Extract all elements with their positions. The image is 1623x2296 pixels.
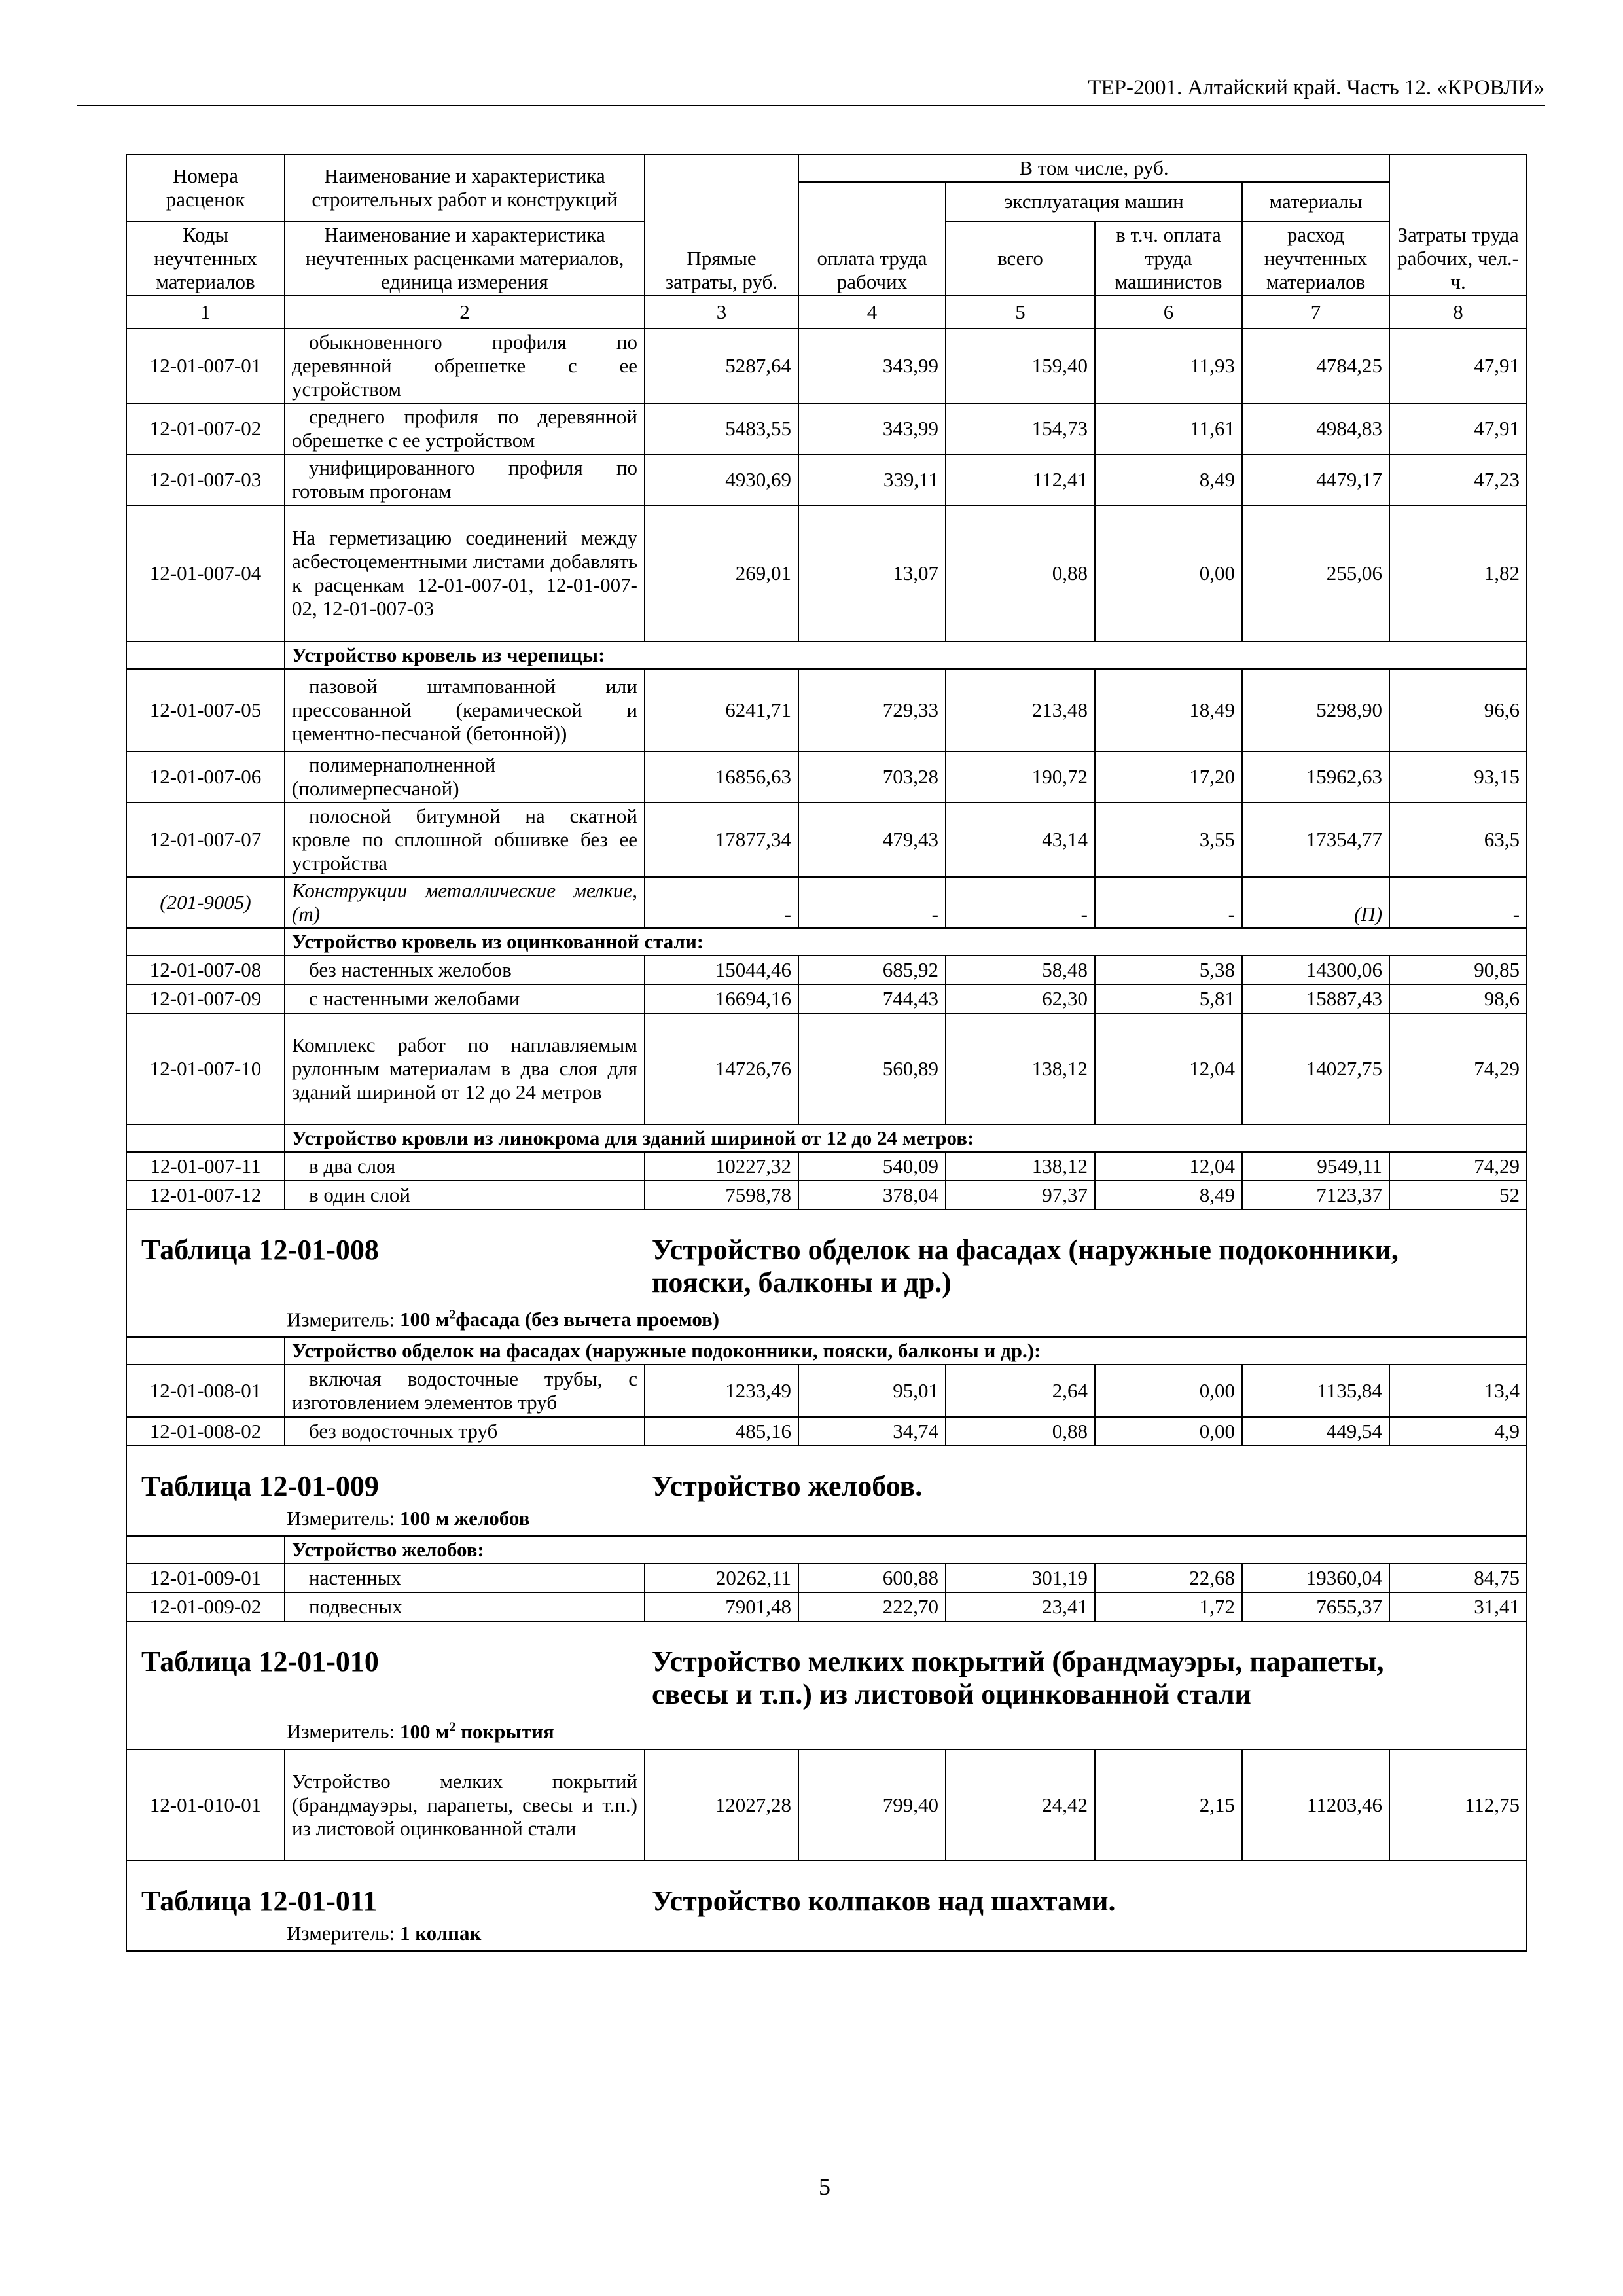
row-code: 12-01-007-10 — [126, 1013, 285, 1124]
machines-total-value: 190,72 — [946, 751, 1095, 802]
machines-total-value: 58,48 — [946, 956, 1095, 984]
col-materials: материалы — [1242, 182, 1389, 221]
machines-total-value: - — [946, 877, 1095, 928]
materials-value: 17354,77 — [1242, 802, 1389, 877]
table-title: Устройство обделок на фасадах (наружные подоконники, пояски, балконы и др.) — [652, 1234, 1399, 1299]
machines-total-value: 97,37 — [946, 1181, 1095, 1210]
direct-cost-value: 5483,55 — [645, 403, 798, 454]
labor-pay-value: 799,40 — [798, 1749, 946, 1861]
machinist-pay-value: 0,00 — [1095, 1417, 1242, 1446]
row-code: 12-01-010-01 — [126, 1749, 285, 1861]
col-name-bottom: Наименование и характеристика неучтенных расценками материалов, единица измерения — [285, 221, 645, 296]
materials-value: 7123,37 — [1242, 1181, 1389, 1210]
machines-total-value: 154,73 — [946, 403, 1095, 454]
column-number: 1 — [126, 296, 285, 329]
col-labor-pay: оплата труда рабочих — [798, 182, 946, 296]
labor-pay-value: 744,43 — [798, 984, 946, 1013]
row-name: Устройство мелких покрытий (брандмауэры, парапеты, свесы и т.п.) из листовой оцинкованной стали — [285, 1749, 645, 1861]
materials-value: 1135,84 — [1242, 1365, 1389, 1417]
direct-cost-value: 16856,63 — [645, 751, 798, 802]
labor-hours-value: 52 — [1389, 1181, 1527, 1210]
price-table-section — [126, 154, 1526, 1952]
labor-hours-value: 98,6 — [1389, 984, 1527, 1013]
machines-total-value: 112,41 — [946, 454, 1095, 505]
machines-total-value: 301,19 — [946, 1564, 1095, 1592]
labor-hours-value: 96,6 — [1389, 669, 1527, 751]
direct-cost-value: 269,01 — [645, 505, 798, 641]
materials-value: 4479,17 — [1242, 454, 1389, 505]
measure-label: Измеритель: — [287, 1921, 395, 1945]
measure-unit — [400, 1308, 719, 1331]
direct-cost-value: 5287,64 — [645, 329, 798, 403]
row-code: 12-01-009-01 — [126, 1564, 285, 1592]
column-number: 7 — [1242, 296, 1389, 329]
measure-label: Измеритель: — [287, 1507, 395, 1530]
measure-label: Измеритель: — [287, 1308, 395, 1331]
row-code: 12-01-007-02 — [126, 403, 285, 454]
row-name: полосной битумной на скатной кровле по сплошной обшивке без ее устройства — [285, 802, 645, 877]
machinist-pay-value: 11,93 — [1095, 329, 1242, 403]
table-heading — [126, 1210, 1527, 1337]
labor-pay-value: 13,07 — [798, 505, 946, 641]
materials-value: 4984,83 — [1242, 403, 1389, 454]
labor-pay-value: 540,09 — [798, 1152, 946, 1181]
subheading-text: Устройство желобов: — [285, 1536, 1527, 1564]
header-row-1 — [126, 154, 1527, 182]
measure-unit-exponent: 2 — [449, 1308, 456, 1322]
machines-total-value: 43,14 — [946, 802, 1095, 877]
table-heading-row — [126, 1861, 1527, 1951]
machines-total-value: 138,12 — [946, 1152, 1095, 1181]
labor-hours-value: 47,23 — [1389, 454, 1527, 505]
subheading-text: Устройство кровель из черепицы: — [285, 641, 1527, 669]
materials-value: 9549,11 — [1242, 1152, 1389, 1181]
price-table — [126, 154, 1527, 1952]
table-row — [126, 1417, 1527, 1446]
machinist-pay-value: 2,15 — [1095, 1749, 1242, 1861]
labor-hours-value: 1,82 — [1389, 505, 1527, 641]
row-name: Конструкции металлические мелкие, (т) — [285, 877, 645, 928]
table-title: Устройство желобов. — [652, 1470, 923, 1503]
labor-pay-value: 222,70 — [798, 1592, 946, 1621]
subheading-spacer — [126, 1124, 285, 1152]
direct-cost-value: 6241,71 — [645, 669, 798, 751]
row-code: 12-01-007-09 — [126, 984, 285, 1013]
direct-cost-value: 4930,69 — [645, 454, 798, 505]
machinist-pay-value: 11,61 — [1095, 403, 1242, 454]
machinist-pay-value: 8,49 — [1095, 1181, 1242, 1210]
materials-value: 14027,75 — [1242, 1013, 1389, 1124]
column-number: 2 — [285, 296, 645, 329]
machines-total-value: 23,41 — [946, 1592, 1095, 1621]
row-name: настенных — [285, 1564, 645, 1592]
row-name: без настенных желобов — [285, 956, 645, 984]
row-name: с настенными желобами — [285, 984, 645, 1013]
machines-total-value: 2,64 — [946, 1365, 1095, 1417]
table-row — [126, 1749, 1527, 1861]
table-row — [126, 1564, 1527, 1592]
machinist-pay-value: 12,04 — [1095, 1013, 1242, 1124]
machinist-pay-value: 5,81 — [1095, 984, 1242, 1013]
labor-pay-value: 378,04 — [798, 1181, 946, 1210]
row-name: полимернаполненной (полимерпесчаной) — [285, 751, 645, 802]
row-name: Комплекс работ по наплавляемым рулонным материалам в два слоя для зданий шириной от 12 до 24 метров — [285, 1013, 645, 1124]
table-row — [126, 1365, 1527, 1417]
col-name-top: Наименование и характеристика строительных работ и конструкций — [285, 154, 645, 221]
table-heading-row — [126, 1210, 1527, 1337]
labor-hours-value: 31,41 — [1389, 1592, 1527, 1621]
subheading-text: Устройство кровель из оцинкованной стали: — [285, 928, 1527, 956]
direct-cost-value: 16694,16 — [645, 984, 798, 1013]
labor-pay-value: 479,43 — [798, 802, 946, 877]
labor-pay-value: 729,33 — [798, 669, 946, 751]
col-codes-top: Номера расценок — [126, 154, 285, 221]
direct-cost-value: 485,16 — [645, 1417, 798, 1446]
row-name: среднего профиля по деревянной обрешетке с ее устройством — [285, 403, 645, 454]
labor-pay-value: - — [798, 877, 946, 928]
row-name: унифицированного профиля по готовым прогонам — [285, 454, 645, 505]
table-row — [126, 1592, 1527, 1621]
labor-hours-value: 47,91 — [1389, 403, 1527, 454]
labor-hours-value: 74,29 — [1389, 1013, 1527, 1124]
machines-total-value: 62,30 — [946, 984, 1095, 1013]
direct-cost-value: 1233,49 — [645, 1365, 798, 1417]
measure-unit-text: 1 колпак — [399, 1921, 482, 1945]
machines-total-value: 159,40 — [946, 329, 1095, 403]
materials-value: 11203,46 — [1242, 1749, 1389, 1861]
row-name: обыкновенного профиля по деревянной обрешетке с ее устройством — [285, 329, 645, 403]
table-row — [126, 984, 1527, 1013]
machinist-pay-value: 22,68 — [1095, 1564, 1242, 1592]
row-code: (201-9005) — [126, 877, 285, 928]
materials-value: 19360,04 — [1242, 1564, 1389, 1592]
header-rule — [77, 105, 1545, 106]
table-row — [126, 329, 1527, 403]
column-number: 3 — [645, 296, 798, 329]
table-number: Таблица 12-01-011 — [141, 1884, 378, 1917]
table-row — [126, 403, 1527, 454]
row-code: 12-01-008-01 — [126, 1365, 285, 1417]
col-labor-cost: Затраты труда рабочих, чел.-ч. — [1389, 154, 1527, 296]
direct-cost-value: 14726,76 — [645, 1013, 798, 1124]
materials-value: 15887,43 — [1242, 984, 1389, 1013]
subheading-spacer — [126, 1337, 285, 1365]
table-row — [126, 956, 1527, 984]
machinist-pay-value: 0,00 — [1095, 505, 1242, 641]
materials-value: 449,54 — [1242, 1417, 1389, 1446]
subheading-row — [126, 1536, 1527, 1564]
row-code: 12-01-007-12 — [126, 1181, 285, 1210]
row-name: без водосточных труб — [285, 1417, 645, 1446]
measure-unit — [400, 1922, 481, 1945]
table-title: Устройство мелких покрытий (брандмауэры, парапеты, свесы и т.п.) из листовой оцинкованной стали — [652, 1645, 1384, 1711]
materials-value: 14300,06 — [1242, 956, 1389, 984]
labor-pay-value: 343,99 — [798, 329, 946, 403]
measure-line — [141, 1302, 1520, 1333]
subheading-text: Устройство кровли из линокрома для зданий шириной от 12 до 24 метров: — [285, 1124, 1527, 1152]
row-code: 12-01-007-07 — [126, 802, 285, 877]
materials-value: 4784,25 — [1242, 329, 1389, 403]
machines-total-value: 24,42 — [946, 1749, 1095, 1861]
table-row — [126, 669, 1527, 751]
machinist-pay-value: 3,55 — [1095, 802, 1242, 877]
subheading-spacer — [126, 641, 285, 669]
labor-pay-value: 339,11 — [798, 454, 946, 505]
row-code: 12-01-007-03 — [126, 454, 285, 505]
row-code: 12-01-009-02 — [126, 1592, 285, 1621]
col-machines-pay: в т.ч. оплата труда машинистов — [1095, 221, 1242, 296]
table-row — [126, 454, 1527, 505]
labor-hours-value: 13,4 — [1389, 1365, 1527, 1417]
table-row — [126, 505, 1527, 641]
machinist-pay-value: 17,20 — [1095, 751, 1242, 802]
direct-cost-value: 7901,48 — [645, 1592, 798, 1621]
machines-total-value: 213,48 — [946, 669, 1095, 751]
measure-label: Измеритель: — [287, 1719, 395, 1743]
measure-line — [141, 1920, 1520, 1946]
direct-cost-value: 17877,34 — [645, 802, 798, 877]
labor-hours-value: 63,5 — [1389, 802, 1527, 877]
labor-pay-value: 703,28 — [798, 751, 946, 802]
row-name: подвесных — [285, 1592, 645, 1621]
measure-unit — [400, 1507, 529, 1530]
table-number: Таблица 12-01-008 — [141, 1234, 379, 1266]
labor-hours-value: 90,85 — [1389, 956, 1527, 984]
labor-pay-value: 560,89 — [798, 1013, 946, 1124]
table-heading — [126, 1621, 1527, 1749]
row-code: 12-01-007-04 — [126, 505, 285, 641]
labor-pay-value: 34,74 — [798, 1417, 946, 1446]
column-number: 8 — [1389, 296, 1527, 329]
direct-cost-value: 7598,78 — [645, 1181, 798, 1210]
labor-hours-value: 47,91 — [1389, 329, 1527, 403]
labor-hours-value: 112,75 — [1389, 1749, 1527, 1861]
column-number: 4 — [798, 296, 946, 329]
machinist-pay-value: 0,00 — [1095, 1365, 1242, 1417]
machinist-pay-value: - — [1095, 877, 1242, 928]
col-machines-total: всего — [946, 221, 1095, 296]
subheading-row — [126, 1124, 1527, 1152]
subheading-row — [126, 1337, 1527, 1365]
machinist-pay-value: 5,38 — [1095, 956, 1242, 984]
machinist-pay-value: 1,72 — [1095, 1592, 1242, 1621]
direct-cost-value: 10227,32 — [645, 1152, 798, 1181]
column-number: 6 — [1095, 296, 1242, 329]
row-name: На герметизацию соединений между асбестоцементными листами добавлять к расценкам 12-01-007-01, 12-01-007-02, 12-01-007-03 — [285, 505, 645, 641]
table-heading — [126, 1861, 1527, 1951]
subheading-spacer — [126, 928, 285, 956]
labor-pay-value: 600,88 — [798, 1564, 946, 1592]
table-row — [126, 1013, 1527, 1124]
row-code: 12-01-007-08 — [126, 956, 285, 984]
row-name: пазовой штампованной или прессованной (керамической и цементно-песчаной (бетонной)) — [285, 669, 645, 751]
running-header: ТЕР-2001. Алтайский край. Часть 12. «КРОВЛИ» — [1088, 76, 1544, 99]
material-row — [126, 877, 1527, 928]
measure-unit-text: 100 м желобов — [399, 1507, 530, 1530]
col-machines: эксплуатация машин — [946, 182, 1242, 221]
labor-hours-value: 93,15 — [1389, 751, 1527, 802]
row-code: 12-01-007-05 — [126, 669, 285, 751]
col-materials-use: расход неучтенных материалов — [1242, 221, 1389, 296]
machines-total-value: 0,88 — [946, 1417, 1095, 1446]
machines-total-value: 138,12 — [946, 1013, 1095, 1124]
machinist-pay-value: 12,04 — [1095, 1152, 1242, 1181]
labor-hours-value: 84,75 — [1389, 1564, 1527, 1592]
measure-line — [141, 1713, 1520, 1744]
labor-pay-value: 685,92 — [798, 956, 946, 984]
labor-pay-value: 95,01 — [798, 1365, 946, 1417]
measure-unit-object: покрытия — [455, 1719, 554, 1743]
table-row — [126, 751, 1527, 802]
row-code: 12-01-007-11 — [126, 1152, 285, 1181]
direct-cost-value: - — [645, 877, 798, 928]
direct-cost-value: 15044,46 — [645, 956, 798, 984]
row-code: 12-01-007-06 — [126, 751, 285, 802]
measure-unit-base: 100 м — [399, 1719, 450, 1743]
materials-value: 255,06 — [1242, 505, 1389, 641]
materials-value: 5298,90 — [1242, 669, 1389, 751]
machinist-pay-value: 8,49 — [1095, 454, 1242, 505]
column-number: 5 — [946, 296, 1095, 329]
table-number: Таблица 12-01-009 — [141, 1470, 379, 1503]
subheading-row — [126, 928, 1527, 956]
table-row — [126, 802, 1527, 877]
materials-value: 7655,37 — [1242, 1592, 1389, 1621]
measure-unit-object: фасада (без вычета проемов) — [455, 1308, 720, 1331]
labor-hours-value: - — [1389, 877, 1527, 928]
col-codes-bottom: Коды неучтенных материалов — [126, 221, 285, 296]
col-direct: Прямые затраты, руб. — [645, 154, 798, 296]
machinist-pay-value: 18,49 — [1095, 669, 1242, 751]
measure-unit — [400, 1720, 554, 1743]
direct-cost-value: 12027,28 — [645, 1749, 798, 1861]
subheading-spacer — [126, 1536, 285, 1564]
measure-unit-base: 100 м — [399, 1308, 450, 1331]
table-title: Устройство колпаков над шахтами. — [652, 1884, 1116, 1917]
labor-hours-value: 4,9 — [1389, 1417, 1527, 1446]
table-row — [126, 1152, 1527, 1181]
labor-hours-value: 74,29 — [1389, 1152, 1527, 1181]
table-row — [126, 1181, 1527, 1210]
materials-value: 15962,63 — [1242, 751, 1389, 802]
measure-line — [141, 1505, 1520, 1532]
table-heading-row — [126, 1446, 1527, 1536]
row-code: 12-01-007-01 — [126, 329, 285, 403]
direct-cost-value: 20262,11 — [645, 1564, 798, 1592]
machines-total-value: 0,88 — [946, 505, 1095, 641]
row-name: в два слоя — [285, 1152, 645, 1181]
col-incl: В том числе, руб. — [798, 154, 1389, 182]
table-number: Таблица 12-01-010 — [141, 1645, 379, 1678]
subheading-text: Устройство обделок на фасадах (наружные подоконники, пояски, балконы и др.): — [285, 1337, 1527, 1365]
table-heading — [126, 1446, 1527, 1536]
measure-unit-exponent: 2 — [449, 1719, 456, 1734]
page-number: 5 — [819, 2174, 830, 2200]
labor-pay-value: 343,99 — [798, 403, 946, 454]
row-code: 12-01-008-02 — [126, 1417, 285, 1446]
subheading-row — [126, 641, 1527, 669]
column-number-row — [126, 296, 1527, 329]
row-name: в один слой — [285, 1181, 645, 1210]
table-heading-row — [126, 1621, 1527, 1749]
materials-value: (П) — [1242, 877, 1389, 928]
row-name: включая водосточные трубы, с изготовлением элементов труб — [285, 1365, 645, 1417]
